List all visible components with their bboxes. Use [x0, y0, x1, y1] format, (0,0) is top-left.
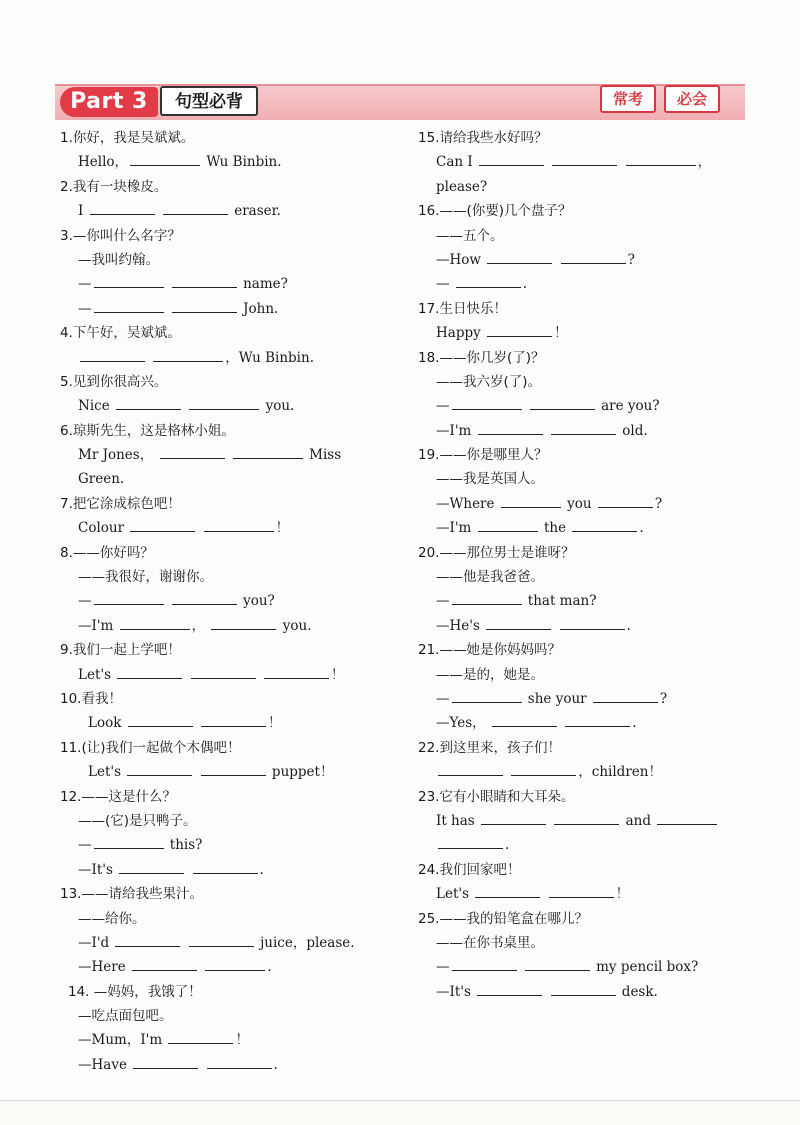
answer-blank[interactable]	[572, 517, 637, 532]
answer-blank[interactable]	[127, 761, 192, 776]
answer-line: Mr Jones， Miss	[60, 443, 390, 467]
question-15: 15.请给我些水好吗？	[418, 130, 548, 146]
answer-line: —I'd juice，please.	[60, 931, 390, 955]
answer-line: Let's ！	[60, 663, 390, 687]
answer-line: — name?	[60, 272, 390, 296]
answer-blank[interactable]	[561, 249, 626, 264]
tag-must-know: 必会	[664, 85, 720, 113]
question-16: 16.——(你要)几个盘子？	[418, 203, 572, 220]
answer-blank[interactable]	[90, 200, 155, 215]
answer-line: — my pencil box?	[418, 955, 748, 979]
page-footer	[0, 1100, 800, 1125]
answer-blank[interactable]	[119, 859, 184, 874]
answer-line: .	[418, 833, 748, 857]
answer-blank[interactable]	[207, 1054, 272, 1069]
answer-blank[interactable]	[94, 834, 164, 849]
question-8: 8.——你好吗？	[60, 544, 154, 561]
answer-line: — that man?	[418, 589, 748, 613]
answer-line: —I'm the .	[418, 516, 748, 540]
answer-line: ，Wu Binbin.	[60, 346, 390, 370]
answer-blank[interactable]	[94, 298, 164, 313]
question-21: 21.——她是你妈妈吗？	[418, 642, 561, 659]
answer-line: Let's ！	[418, 882, 748, 906]
answer-blank[interactable]	[205, 956, 265, 971]
answer-line: —I'm ， you.	[60, 614, 390, 638]
answer-blank[interactable]	[452, 956, 517, 971]
answer-blank[interactable]	[201, 712, 266, 727]
answer-blank[interactable]	[565, 712, 630, 727]
question-12: 12.——这是什么？	[60, 788, 176, 805]
tag-frequently-tested: 常考	[600, 85, 656, 113]
question-10: 10.看我！	[60, 690, 122, 707]
answer-blank[interactable]	[204, 517, 274, 532]
question-9: 9.我们一起上学吧！	[60, 642, 181, 659]
answer-line: — she your ?	[418, 687, 748, 711]
question-20: 20.——那位男士是谁呀？	[418, 544, 575, 561]
answer-blank[interactable]	[477, 981, 542, 996]
answer-blank[interactable]	[492, 712, 557, 727]
answer-blank[interactable]	[478, 420, 543, 435]
answer-blank[interactable]	[657, 810, 717, 825]
question-5: 5.见到你很高兴。	[60, 373, 168, 390]
question-chinese: 你好，我是吴斌斌。	[72, 130, 195, 146]
answer-blank[interactable]	[94, 590, 164, 605]
question-25: 25.——我的铅笔盒在哪儿？	[418, 910, 588, 927]
answer-line: Hello， Wu Binbin.	[60, 150, 390, 174]
answer-blank[interactable]	[452, 395, 522, 410]
answer-blank[interactable]	[554, 810, 619, 825]
answer-blank[interactable]	[598, 493, 653, 508]
answer-line: I eraser.	[60, 199, 390, 223]
answer-line: —Have .	[60, 1053, 390, 1077]
answer-blank[interactable]	[560, 615, 625, 630]
answer-blank[interactable]	[160, 444, 225, 459]
answer-blank[interactable]	[168, 1029, 233, 1044]
answer-blank[interactable]	[551, 981, 616, 996]
answer-blank[interactable]	[452, 590, 522, 605]
answer-blank[interactable]	[130, 151, 200, 166]
answer-line: —How ?	[418, 248, 748, 272]
answer-line: —It's .	[60, 858, 390, 882]
answer-blank[interactable]	[479, 151, 544, 166]
answer-blank[interactable]	[438, 834, 503, 849]
answer-blank[interactable]	[593, 688, 658, 703]
answer-line: —Here .	[60, 955, 390, 979]
answer-blank[interactable]	[552, 151, 617, 166]
answer-line: Colour ！	[60, 516, 390, 540]
answer-blank[interactable]	[481, 810, 546, 825]
right-column: 15.请给我些水好吗？ Can I ， please? 16.——(你要)几个盘子？ ——五个。 —How ? — . 17.生日快乐！ Happy ！ 18.——你几岁(了)？ ——我六岁(了)。 — are you? —I'm old. 19.——你是哪里人？ ——我是英国人。 —Where you ? —I'm the . 20.——那位男士是谁呀？ ——他是我爸爸。 — that man? —He's . 21.——她是你妈妈吗？ ——是的，她是。 — she your ? —Yes， . 22.到这里来，孩子们！ ，children！ 23.它有小眼睛和大耳朵。 It has and . 24.我们回家吧！ Let's ！ 25.——我的铅笔盒在哪儿？ ——在你书桌里。 — my pencil box? —It's desk.	[418, 126, 748, 1004]
answer-line: —He's .	[418, 614, 748, 638]
answer-blank[interactable]	[486, 615, 551, 630]
answer-line: Nice you.	[60, 394, 390, 418]
answer-blank[interactable]	[233, 444, 303, 459]
answer-blank[interactable]	[549, 883, 614, 898]
answer-line: ，children！	[418, 760, 748, 784]
answer-line: —Yes， .	[418, 711, 748, 735]
question-23: 23.它有小眼睛和大耳朵。	[418, 788, 575, 805]
answer-line: Look ！	[60, 711, 390, 735]
answer-blank[interactable]	[475, 883, 540, 898]
answer-blank[interactable]	[116, 395, 181, 410]
answer-blank[interactable]	[487, 322, 552, 337]
question-18: 18.——你几岁(了)？	[418, 349, 545, 366]
answer-blank[interactable]	[191, 664, 256, 679]
question-22: 22.到这里来，孩子们！	[418, 739, 561, 756]
answer-line: —Mum，I'm ！	[60, 1028, 390, 1052]
answer-blank[interactable]	[172, 273, 237, 288]
answer-line: It has and	[418, 809, 748, 833]
question-17: 17.生日快乐！	[418, 300, 507, 317]
answer-blank[interactable]	[94, 273, 164, 288]
answer-line: —I'm old.	[418, 419, 748, 443]
answer-blank[interactable]	[163, 200, 228, 215]
question-2: 2.我有一块橡皮。	[60, 178, 168, 195]
answer-line: — .	[418, 272, 748, 296]
answer-blank[interactable]	[80, 347, 145, 362]
answer-blank[interactable]	[511, 761, 576, 776]
answer-line: Let's puppet！	[60, 760, 390, 784]
question-11: 11.(让)我们一起做个木偶吧！	[60, 739, 241, 756]
answer-blank[interactable]	[172, 590, 237, 605]
answer-blank[interactable]	[189, 395, 259, 410]
answer-line: — are you?	[418, 394, 748, 418]
answer-blank[interactable]	[128, 712, 193, 727]
answer-blank[interactable]	[525, 956, 590, 971]
answer-blank[interactable]	[201, 761, 266, 776]
answer-blank[interactable]	[626, 151, 696, 166]
question-7: 7.把它涂成棕色吧！	[60, 495, 181, 512]
answer-blank[interactable]	[478, 517, 538, 532]
answer-line: — this?	[60, 833, 390, 857]
answer-line: — John.	[60, 297, 390, 321]
answer-blank[interactable]	[130, 517, 195, 532]
answer-blank[interactable]	[117, 664, 182, 679]
question-24: 24.我们回家吧！	[418, 861, 521, 878]
answer-blank[interactable]	[438, 761, 503, 776]
answer-line: —Where you ?	[418, 492, 748, 516]
question-4: 4.下午好，吴斌斌。	[60, 325, 181, 342]
question-6: 6.琼斯先生，这是格林小姐。	[60, 422, 235, 439]
question-19: 19.——你是哪里人？	[418, 447, 548, 464]
answer-blank[interactable]	[452, 688, 522, 703]
answer-blank[interactable]	[132, 956, 197, 971]
answer-blank[interactable]	[456, 273, 521, 288]
answer-blank[interactable]	[211, 615, 276, 630]
left-column: 1.你好，我是吴斌斌。 Hello， Wu Binbin. 2.我有一块橡皮。 I eraser. 3.—你叫什么名字？ —我叫约翰。 — name? — John. 4.下午好，吴斌斌。 ，Wu Binbin. 5.见到你很高兴。 Nice you. 6.琼斯先生，这是格林小姐。 Mr Jones， Miss Green. 7.把它涂成棕色吧！ Colour ！ 8.——你好吗？ ——我很好，谢谢你。 — you? —I'm ， you. 9.我们一起上学吧！ Let's ！ 10.看我！ Look ！ 11.(让)我们一起做个木偶吧！ Let's puppet！ 12.——这是什么？ ——(它)是只鸭子。 — this? —It's . 13.——请给我些果汁。 ——给你。 —I'd juice，please. —Here . 14. —妈妈，我饿了！ —吃点面包吧。 —Mum，I'm ！ —Have .	[60, 126, 390, 1077]
answer-line: Happy ！	[418, 321, 748, 345]
section-title: 句型必背	[160, 86, 258, 116]
answer-blank[interactable]	[115, 932, 180, 947]
question-3: 3.—你叫什么名字？	[60, 227, 181, 244]
answer-blank[interactable]	[189, 932, 254, 947]
answer-blank[interactable]	[487, 249, 552, 264]
part-label: Part 3	[60, 87, 158, 117]
answer-blank[interactable]	[172, 298, 237, 313]
question-13: 13.——请给我些果汁。	[60, 886, 203, 903]
answer-blank[interactable]	[530, 395, 595, 410]
answer-blank[interactable]	[133, 1054, 198, 1069]
answer-line: — you?	[60, 589, 390, 613]
answer-blank[interactable]	[193, 859, 258, 874]
answer-blank[interactable]	[501, 493, 561, 508]
answer-blank[interactable]	[153, 347, 223, 362]
answer-line: Can I ，	[418, 150, 748, 174]
question-1	[60, 126, 390, 150]
question-number: 1.	[60, 130, 73, 146]
answer-blank[interactable]	[120, 615, 190, 630]
answer-blank[interactable]	[264, 664, 329, 679]
question-14: 14. —妈妈，我饿了！	[68, 983, 202, 1000]
answer-line: —It's desk.	[418, 980, 748, 1004]
answer-blank[interactable]	[551, 420, 616, 435]
